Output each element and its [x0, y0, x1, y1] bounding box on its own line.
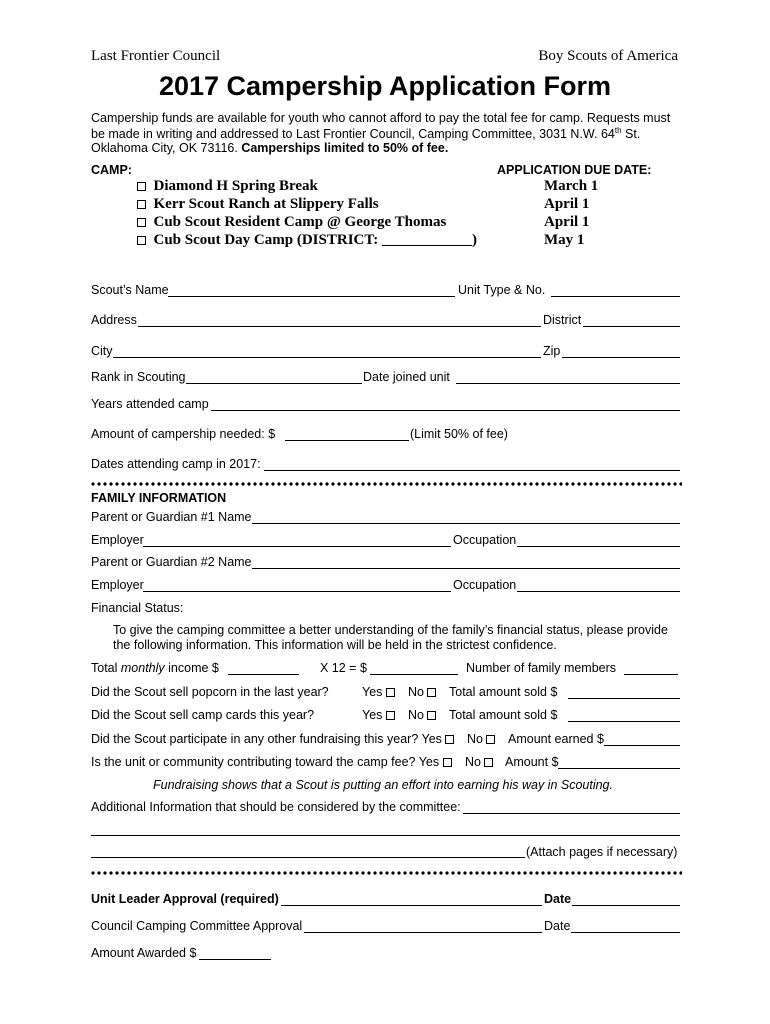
checkbox-icon[interactable] — [386, 688, 395, 697]
other-fundraising-no[interactable]: No — [467, 732, 495, 746]
checkbox-icon[interactable] — [484, 758, 493, 767]
checkbox-icon[interactable] — [427, 711, 436, 720]
annual-income-field[interactable] — [370, 674, 458, 675]
occupation2-label: Occupation — [453, 578, 517, 592]
dates-attending-label: Dates attending camp in 2017: — [91, 457, 261, 471]
unit-leader-date-field[interactable] — [572, 905, 680, 906]
due-date-cub-day: May 1 — [544, 232, 585, 248]
employer1-field[interactable] — [143, 546, 451, 547]
checkbox-icon[interactable] — [486, 735, 495, 744]
unit-leader-approval-label: Unit Leader Approval (required) — [91, 892, 279, 906]
address-label: Address — [91, 313, 137, 327]
council-name: Last Frontier Council — [91, 48, 221, 64]
additional-info-field-2[interactable] — [91, 835, 680, 836]
intro-line-3: Oklahoma City, OK 73116. Camperships limited to 50% of fee. — [91, 141, 449, 155]
unit-leader-approval-field[interactable] — [281, 905, 542, 906]
family-members-label: Number of family members — [466, 661, 617, 675]
unit-label: Unit Type & No. — [458, 283, 546, 297]
amount-earned-field[interactable] — [604, 745, 680, 746]
popcorn-total-label: Total amount sold $ — [449, 685, 558, 699]
additional-info-field-3[interactable] — [91, 857, 525, 858]
due-date-diamond-h: March 1 — [544, 178, 599, 194]
occupation2-field[interactable] — [517, 591, 680, 592]
council-date-field[interactable] — [571, 932, 680, 933]
occupation1-field[interactable] — [517, 546, 680, 547]
guardian2-label: Parent or Guardian #2 Name — [91, 555, 252, 569]
checkbox-icon[interactable] — [137, 218, 146, 227]
district-field[interactable] — [583, 326, 680, 327]
employer2-field[interactable] — [143, 591, 451, 592]
due-date-cub-resident: April 1 — [544, 214, 590, 230]
camp-label: CAMP: — [91, 163, 132, 177]
camp-option-cub-resident[interactable]: Cub Scout Resident Camp @ George Thomas — [137, 214, 446, 231]
employer2-label: Employer — [91, 578, 144, 592]
camp-option-cub-day[interactable]: Cub Scout Day Camp (DISTRICT: ____________) — [137, 232, 477, 249]
x12-label: X 12 = $ — [320, 661, 367, 675]
unit-field[interactable] — [551, 296, 680, 297]
unit-contribution-no[interactable]: No — [465, 755, 493, 769]
financial-note-2: the following information. This information will be held in the strictest confidence. — [113, 638, 557, 652]
other-fundraising-question[interactable]: Did the Scout participate in any other fundraising this year? Yes — [91, 732, 454, 746]
guardian2-field[interactable] — [252, 568, 680, 569]
checkbox-icon[interactable] — [445, 735, 454, 744]
popcorn-yes[interactable]: Yes — [362, 685, 395, 699]
popcorn-total-field[interactable] — [568, 698, 680, 699]
date-joined-field[interactable] — [456, 383, 680, 384]
council-approval-field[interactable] — [304, 932, 542, 933]
dotted-divider — [90, 482, 682, 486]
limit-note: (Limit 50% of fee) — [410, 427, 508, 441]
checkbox-icon[interactable] — [137, 200, 146, 209]
date-joined-label: Date joined unit — [363, 370, 450, 384]
amount-earned-label: Amount earned $ — [508, 732, 604, 746]
additional-info-field-1[interactable] — [463, 813, 680, 814]
checkbox-icon[interactable] — [137, 182, 146, 191]
page-title: 2017 Campership Application Form — [158, 71, 612, 101]
due-date-kerr: April 1 — [544, 196, 590, 212]
unit-contribution-question[interactable]: Is the unit or community contributing toward the camp fee? Yes — [91, 755, 452, 769]
guardian1-field[interactable] — [252, 523, 680, 524]
occupation1-label: Occupation — [453, 533, 517, 547]
family-heading: FAMILY INFORMATION — [91, 491, 227, 505]
dotted-divider — [90, 871, 682, 875]
amount-needed-field[interactable] — [285, 440, 409, 441]
camp-option-diamond-h[interactable]: Diamond H Spring Break — [137, 178, 318, 195]
amount-label: Amount $ — [505, 755, 559, 769]
scout-name-label: Scout’s Name — [91, 283, 169, 297]
organization-name: Boy Scouts of America — [538, 48, 678, 64]
guardian1-label: Parent or Guardian #1 Name — [91, 510, 252, 524]
checkbox-icon[interactable] — [427, 688, 436, 697]
rank-field[interactable] — [186, 383, 362, 384]
monthly-income-field[interactable] — [228, 674, 299, 675]
intro-line-2: be made in writing and addressed to Last Frontier Council, Camping Committee, 3031 N.W. 64th St. — [91, 126, 641, 142]
amount-field[interactable] — [558, 768, 680, 769]
camp-cards-no[interactable]: No — [408, 708, 436, 722]
fundraising-note: Fundraising shows that a Scout is putting an effort into earning his way in Scouting. — [153, 778, 613, 792]
checkbox-icon[interactable] — [386, 711, 395, 720]
council-date-label: Date — [544, 919, 571, 933]
popcorn-question: Did the Scout sell popcorn in the last year? — [91, 685, 329, 699]
years-attended-label: Years attended camp — [91, 397, 209, 411]
intro-line-1: Campership funds are available for youth who cannot afford to pay the total fee for camp. Requests must — [91, 111, 671, 125]
camp-cards-question: Did the Scout sell camp cards this year? — [91, 708, 315, 722]
city-field[interactable] — [113, 357, 541, 358]
dates-attending-field[interactable] — [264, 470, 680, 471]
years-attended-field[interactable] — [211, 410, 680, 411]
amount-awarded-field[interactable] — [199, 959, 271, 960]
zip-field[interactable] — [562, 357, 680, 358]
camp-option-kerr[interactable]: Kerr Scout Ranch at Slippery Falls — [137, 196, 379, 213]
due-date-label: APPLICATION DUE DATE: — [497, 163, 652, 177]
scout-name-field[interactable] — [168, 296, 455, 297]
amount-awarded-label: Amount Awarded $ — [91, 946, 197, 960]
camp-cards-yes[interactable]: Yes — [362, 708, 395, 722]
camp-cards-total-label: Total amount sold $ — [449, 708, 558, 722]
council-approval-label: Council Camping Committee Approval — [91, 919, 303, 933]
amount-needed-label: Amount of campership needed: $ — [91, 427, 276, 441]
popcorn-no[interactable]: No — [408, 685, 436, 699]
unit-leader-date-label: Date — [544, 892, 572, 906]
zip-label: Zip — [543, 344, 561, 358]
address-field[interactable] — [138, 326, 541, 327]
district-label: District — [543, 313, 582, 327]
city-label: City — [91, 344, 113, 358]
rank-label: Rank in Scouting — [91, 370, 186, 384]
attach-note: (Attach pages if necessary) — [526, 845, 678, 859]
financial-note-1: To give the camping committee a better understanding of the family’s financial status, please provide — [113, 623, 668, 637]
employer1-label: Employer — [91, 533, 144, 547]
additional-info-label: Additional Information that should be considered by the committee: — [91, 800, 461, 814]
financial-status-label: Financial Status: — [91, 601, 184, 615]
checkbox-icon[interactable] — [137, 236, 146, 245]
camp-cards-total-field[interactable] — [568, 721, 680, 722]
monthly-income-label: Total monthly income $ — [91, 661, 219, 675]
checkbox-icon[interactable] — [443, 758, 452, 767]
family-members-field[interactable] — [624, 674, 678, 675]
